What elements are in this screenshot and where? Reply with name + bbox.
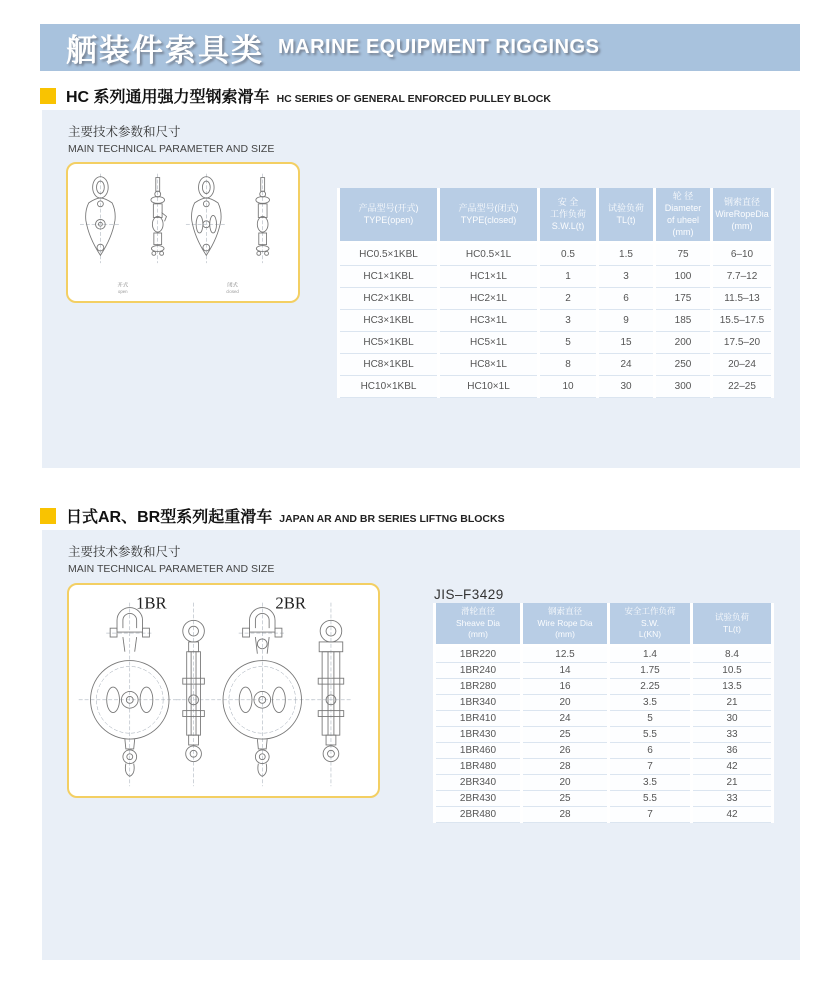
diagram-label-1br: 1BR: [136, 593, 167, 613]
table-cell: 21: [693, 695, 771, 711]
table-cell: 14: [523, 663, 607, 679]
table-row: [436, 695, 771, 711]
section-panel-hc: [42, 110, 800, 468]
pulley-front-open-drawing: [80, 174, 121, 263]
table-row: [436, 743, 771, 759]
table-row: [436, 727, 771, 743]
table-cell: HC3×1KBL: [340, 310, 437, 332]
section-title-en: HC SERIES OF GENERAL ENFORCED PULLEY BLOCK: [276, 93, 551, 105]
table-cell: 8.4: [693, 647, 771, 663]
table-cell: 26: [523, 743, 607, 759]
table-cell: 5: [610, 711, 690, 727]
table-cell: 17.5–20: [713, 332, 771, 354]
table-cell: 24: [599, 354, 653, 376]
section-title-cn: 日式AR、BR型系列起重滑车: [66, 509, 273, 526]
table-cell: 1BR410: [436, 711, 520, 727]
table-cell: 24: [523, 711, 607, 727]
table-cell: 175: [656, 288, 710, 310]
table-cell: HC5×1L: [440, 332, 537, 354]
table-cell: 33: [693, 791, 771, 807]
table-row: [340, 266, 771, 288]
caption-en: MAIN TECHNICAL PARAMETER AND SIZE: [68, 143, 275, 155]
table-header-row: [340, 188, 771, 244]
table-cell: 75: [656, 244, 710, 266]
yellow-square-bullet-icon: [40, 508, 56, 524]
pulley-side-open-drawing: [151, 174, 167, 263]
table-cell: 2: [540, 288, 596, 310]
table-row: [340, 354, 771, 376]
caption: [68, 122, 274, 155]
section-panel-br: [42, 530, 800, 960]
jis-standard-label: JIS–F3429: [434, 587, 504, 602]
table-row: [340, 288, 771, 310]
banner-title-cn: 舾装件索具类: [66, 33, 264, 68]
table-cell: 13.5: [693, 679, 771, 695]
caption-cn: 主要技术参数和尺寸: [68, 545, 181, 559]
hc-pulley-diagram-box: [66, 162, 300, 303]
br-side-drawing: [176, 603, 211, 787]
br-spec-table-container: [433, 603, 774, 823]
table-cell: 15.5–17.5: [713, 310, 771, 332]
column-header: 钢索直径 WireRopeDia (mm): [713, 188, 771, 244]
table-cell: 5.5: [610, 727, 690, 743]
table-row: [436, 791, 771, 807]
caption-en: MAIN TECHNICAL PARAMETER AND SIZE: [68, 563, 275, 575]
table-cell: 5: [540, 332, 596, 354]
table-cell: 20–24: [713, 354, 771, 376]
table-cell: 28: [523, 807, 607, 823]
table-cell: 250: [656, 354, 710, 376]
column-header: 产品型号(开式) TYPE(open): [340, 188, 437, 244]
table-cell: 25: [523, 727, 607, 743]
page-banner: [40, 24, 800, 71]
table-cell: 1.5: [599, 244, 653, 266]
hc-spec-table: [337, 188, 774, 398]
table-cell: 10: [540, 376, 596, 398]
table-row: [340, 244, 771, 266]
table-row: [436, 807, 771, 823]
table-cell: 1BR240: [436, 663, 520, 679]
table-cell: 2BR340: [436, 775, 520, 791]
table-cell: 3: [540, 310, 596, 332]
table-cell: 20: [523, 695, 607, 711]
banner-title-en: MARINE EQUIPMENT RIGGINGS: [278, 36, 600, 58]
table-cell: HC1×1L: [440, 266, 537, 288]
table-cell: 22–25: [713, 376, 771, 398]
table-cell: 28: [523, 759, 607, 775]
table-cell: 185: [656, 310, 710, 332]
table-cell: 1BR460: [436, 743, 520, 759]
table-row: [436, 663, 771, 679]
diagram-label-open-en: open: [117, 289, 128, 295]
table-cell: 1.4: [610, 647, 690, 663]
table-cell: 5.5: [610, 791, 690, 807]
table-row: [436, 711, 771, 727]
table-cell: HC2×1KBL: [340, 288, 437, 310]
table-row: [340, 310, 771, 332]
table-header-row: [436, 603, 771, 647]
table-cell: 2BR480: [436, 807, 520, 823]
table-cell: 3.5: [610, 695, 690, 711]
table-cell: 2.25: [610, 679, 690, 695]
table-cell: 3.5: [610, 775, 690, 791]
table-cell: HC10×1KBL: [340, 376, 437, 398]
table-cell: HC0.5×1L: [440, 244, 537, 266]
table-cell: 21: [693, 775, 771, 791]
table-cell: 1BR220: [436, 647, 520, 663]
caption-cn: 主要技术参数和尺寸: [68, 125, 181, 139]
table-cell: 7: [610, 759, 690, 775]
section-title-hc: [40, 84, 551, 107]
hc-spec-table-container: [337, 188, 774, 398]
table-cell: 1BR280: [436, 679, 520, 695]
section-title-cn: HC 系列通用强力型钢索滑车: [66, 89, 270, 106]
table-cell: 20: [523, 775, 607, 791]
br-spec-table: [433, 603, 774, 823]
table-cell: 1BR430: [436, 727, 520, 743]
table-cell: 9: [599, 310, 653, 332]
table-cell: 200: [656, 332, 710, 354]
table-cell: HC8×1L: [440, 354, 537, 376]
column-header: 产品型号(闭式) TYPE(closed): [440, 188, 537, 244]
column-header: 试验负荷 TL(t): [599, 188, 653, 244]
table-cell: 1BR480: [436, 759, 520, 775]
table-cell: 1: [540, 266, 596, 288]
table-cell: HC0.5×1KBL: [340, 244, 437, 266]
table-cell: 1BR340: [436, 695, 520, 711]
column-header: 安全工作负荷 S.W. L(KN): [610, 603, 690, 647]
caption: [68, 542, 274, 575]
table-cell: HC10×1L: [440, 376, 537, 398]
table-cell: 7: [610, 807, 690, 823]
table-cell: 6–10: [713, 244, 771, 266]
table-cell: HC3×1L: [440, 310, 537, 332]
section-title-br: [40, 504, 505, 527]
table-cell: 11.5–13: [713, 288, 771, 310]
table-cell: 2BR430: [436, 791, 520, 807]
br-front-drawing: [79, 603, 181, 787]
table-cell: 1.75: [610, 663, 690, 679]
br-blocks-diagram-box: [67, 583, 380, 798]
diagram-label-open-cn: 开式: [117, 282, 129, 289]
table-cell: 8: [540, 354, 596, 376]
table-row: [436, 759, 771, 775]
table-cell: 12.5: [523, 647, 607, 663]
table-cell: 300: [656, 376, 710, 398]
table-row: [436, 679, 771, 695]
table-cell: 6: [599, 288, 653, 310]
section-title-en: JAPAN AR AND BR SERIES LIFTNG BLOCKS: [279, 513, 505, 525]
br-front-drawing: [211, 603, 313, 787]
table-cell: 33: [693, 727, 771, 743]
table-cell: 3: [599, 266, 653, 288]
table-cell: 25: [523, 791, 607, 807]
column-header: 钢索直径 Wire Rope Dia (mm): [523, 603, 607, 647]
table-cell: 42: [693, 807, 771, 823]
table-row: [340, 376, 771, 398]
table-cell: 16: [523, 679, 607, 695]
table-cell: 10.5: [693, 663, 771, 679]
table-cell: 15: [599, 332, 653, 354]
table-cell: 100: [656, 266, 710, 288]
table-row: [340, 332, 771, 354]
table-cell: HC5×1KBL: [340, 332, 437, 354]
table-cell: 0.5: [540, 244, 596, 266]
table-cell: HC2×1L: [440, 288, 537, 310]
diagram-label-2br: 2BR: [275, 593, 307, 613]
pulley-side-closed-drawing: [256, 174, 270, 263]
table-cell: HC8×1KBL: [340, 354, 437, 376]
table-cell: 30: [599, 376, 653, 398]
table-cell: HC1×1KBL: [340, 266, 437, 288]
table-cell: 36: [693, 743, 771, 759]
table-cell: 6: [610, 743, 690, 759]
column-header: 试验负荷 TL(t): [693, 603, 771, 647]
diagram-label-closed-cn: 闭式: [227, 282, 238, 289]
table-cell: 7.7–12: [713, 266, 771, 288]
pulley-front-closed-drawing: [186, 174, 227, 263]
diagram-label-closed-en: closed: [226, 289, 239, 295]
column-header: 安 全 工作负荷 S.W.L(t): [540, 188, 596, 244]
br-side-drawing: [311, 603, 350, 787]
table-row: [436, 647, 771, 663]
table-row: [436, 775, 771, 791]
column-header: 滑轮直径 Sheave Dia (mm): [436, 603, 520, 647]
column-header: 轮 径 Diameter of uheel (mm): [656, 188, 710, 244]
hc-pulley-technical-drawing: [68, 164, 298, 301]
table-cell: 30: [693, 711, 771, 727]
br-blocks-technical-drawing: [69, 585, 378, 796]
table-cell: 42: [693, 759, 771, 775]
yellow-square-bullet-icon: [40, 88, 56, 104]
